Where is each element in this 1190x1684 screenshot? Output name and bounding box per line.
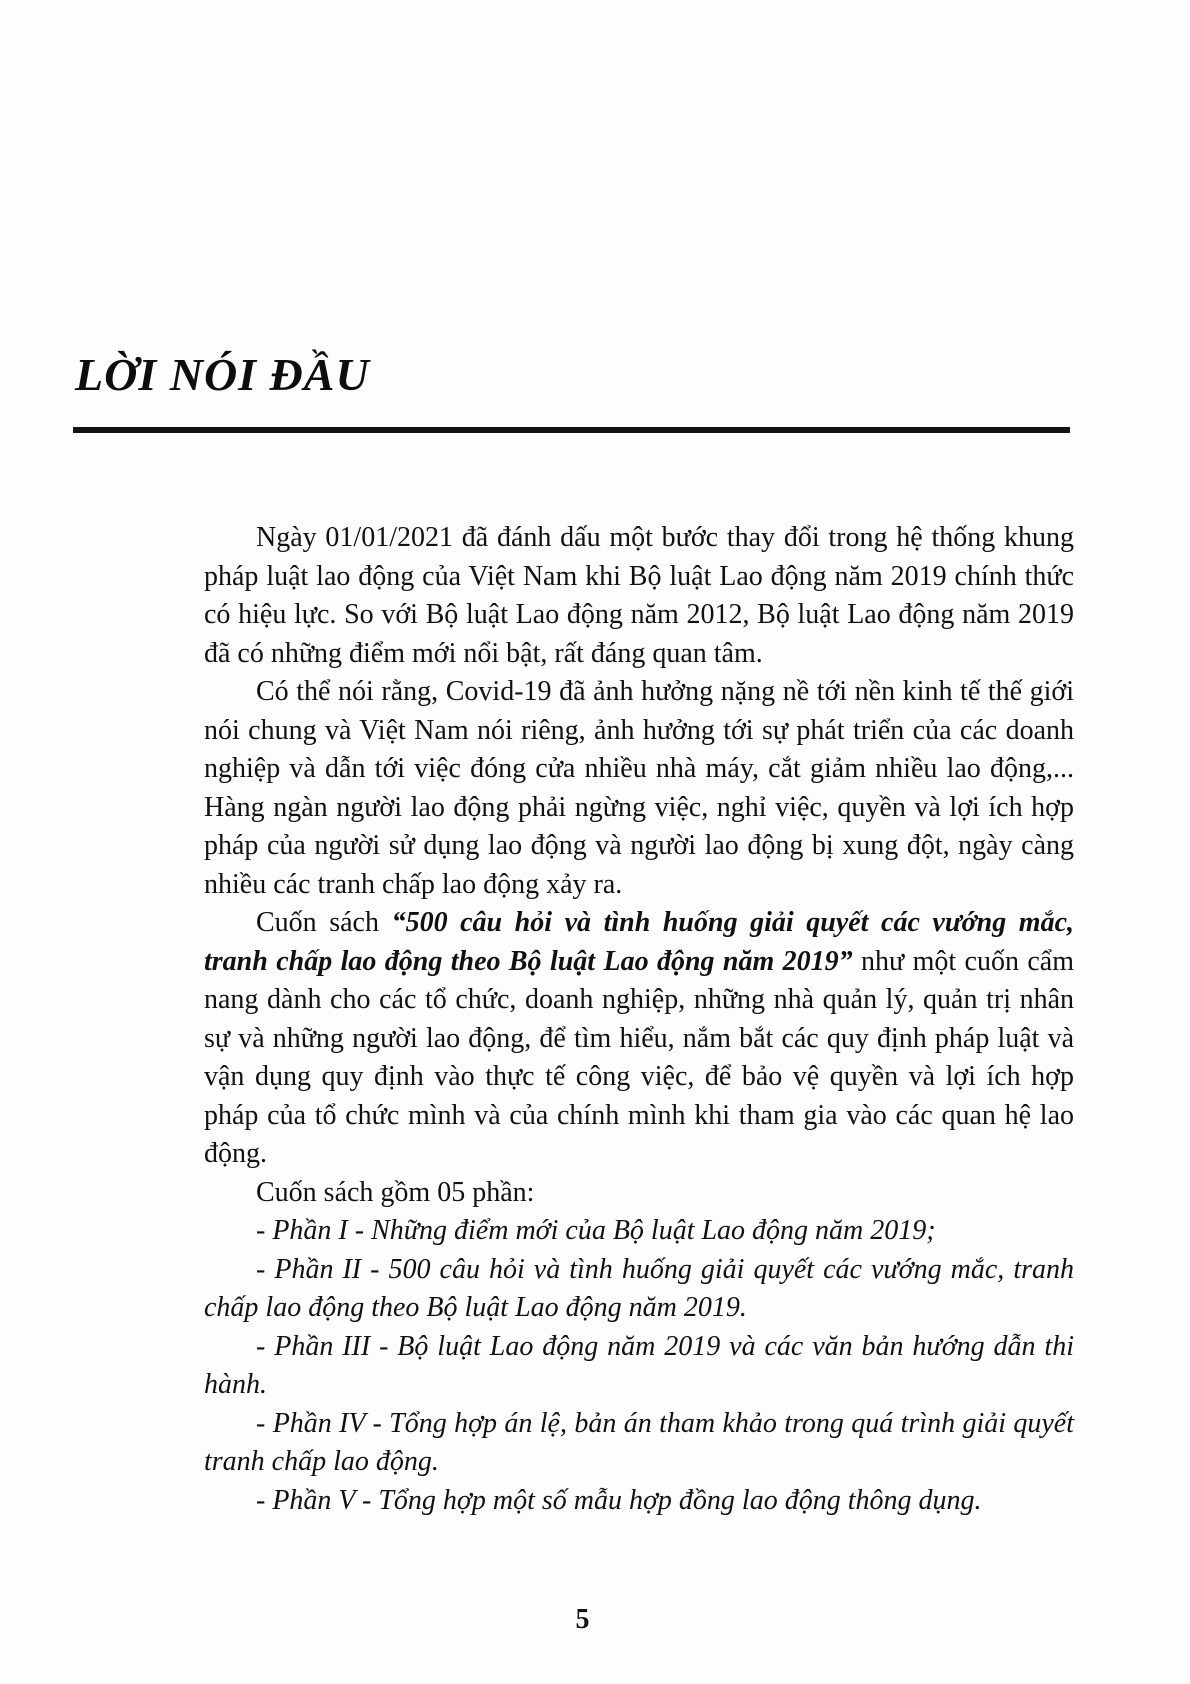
part-item-2: - Phần II - 500 câu hỏi và tình huống giải quyết các vướng mắc, tranh chấp lao động theo Bộ luật Lao động năm 2019. [204,1253,1074,1323]
part-item-3: - Phần III - Bộ luật Lao động năm 2019 và các văn bản hướng dẫn thi hành. [204,1330,1074,1400]
page-number: 5 [575,1604,590,1635]
page-heading: LỜI NÓI ĐẦU [75,349,370,400]
heading-underline [73,427,1070,433]
paragraph-covid: Có thể nói rằng, Covid-19 đã ảnh hưởng nặng nề tới nền kinh tế thế giới nói chung và Việt Nam nói riêng, ảnh hưởng tới sự phát triển của các doanh nghiệp và dẫn tới việc đóng cửa nhiều nhà máy, cắt giảm nhiều lao động,... Hàng ngàn người lao động phải ngừng việc, nghỉ việc, quyền và lợi ích hợp pháp của người sử dụng lao động và người lao động bị xung đột, ngày càng nhiều các tranh chấp lao động xảy ra. [204,676,1074,900]
paragraph-parts-intro: Cuốn sách gồm 05 phần: [256,1176,535,1208]
paragraph-book-purpose [204,904,1074,1174]
paragraph-book-rest: như một cuốn cẩm nang dành cho các tổ chức, doanh nghiệp, những nhà quản lý, quản trị nhân sự và những người lao động, để tìm hiểu, nắm bắt các quy định pháp luật và vận dụng quy định vào thực tế công việc, để bảo vệ quyền và lợi ích hợp pháp của tổ chức mình và của chính mình khi tham gia vào các quan hệ lao động. [204,945,1074,1169]
book-title: “500 câu hỏi và tình huống giải quyết các vướng mắc, tranh chấp lao động theo Bộ luật Lao động năm 2019” [204,907,1075,977]
paragraph-intro: Ngày 01/01/2021 đã đánh dấu một bước thay đổi trong hệ thống khung pháp luật lao động của Việt Nam khi Bộ luật Lao động năm 2019 chính thức có hiệu lực. So với Bộ luật Lao động năm 2012, Bộ luật Lao động năm 2019 đã có những điểm mới nổi bật, rất đáng quan tâm. [204,522,1074,669]
part-item-1: - Phần I - Những điểm mới của Bộ luật Lao động năm 2019; [256,1215,936,1246]
part-item-4: - Phần IV - Tổng hợp án lệ, bản án tham khảo trong quá trình giải quyết tranh chấp lao động. [204,1407,1074,1477]
preface-body [204,519,1074,1520]
part-item-5: - Phần V - Tổng hợp một số mẫu hợp đồng lao động thông dụng. [256,1484,982,1516]
paragraph-book-lead: Cuốn sách [256,907,392,938]
